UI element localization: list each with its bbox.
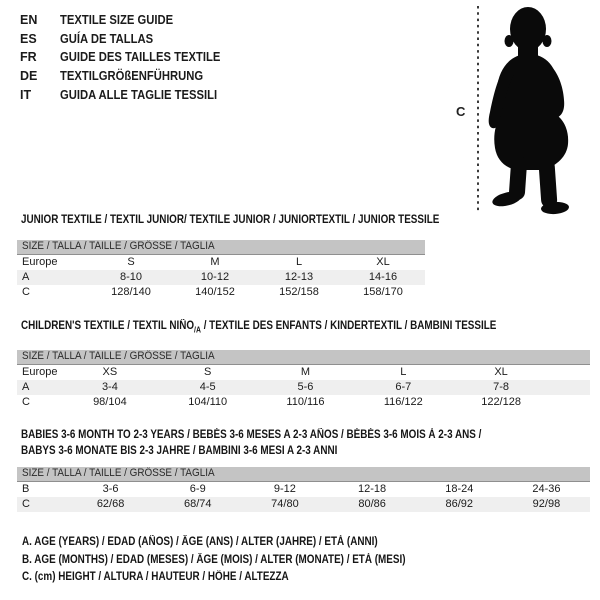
row-label: C xyxy=(22,396,30,409)
table-cell: 110/116 xyxy=(286,396,325,409)
language-label: TEXTILE SIZE GUIDE xyxy=(60,13,174,28)
language-code: IT xyxy=(20,87,32,102)
size-header-bar: SIZE / TALLA / TAILLE / GRÖSSE / TAGLIA xyxy=(17,350,590,365)
language-row xyxy=(20,11,238,30)
junior-table-title: JUNIOR TEXTILE / TEXTIL JUNIOR/ TEXTILE JUNIOR / JUNIORTEXTIL / JUNIOR TESSILE xyxy=(21,214,440,226)
table-cell: 62/68 xyxy=(96,498,125,510)
table-row xyxy=(17,255,425,270)
table-row xyxy=(17,380,590,395)
table-cell: 158/170 xyxy=(363,286,403,298)
table-cell: 86/92 xyxy=(445,498,474,510)
language-row xyxy=(20,48,238,67)
table-row xyxy=(17,285,425,300)
table-cell: 140/152 xyxy=(195,286,235,298)
language-code: EN xyxy=(20,13,38,28)
table-cell: 5-6 xyxy=(297,381,314,394)
language-code: ES xyxy=(20,31,37,46)
table-cell: 12-18 xyxy=(358,483,387,495)
table-cell: 128/140 xyxy=(111,286,151,298)
table-cell: 116/122 xyxy=(383,396,423,409)
table-row xyxy=(17,482,590,497)
language-list xyxy=(20,11,238,104)
junior-textile-table xyxy=(17,213,440,300)
table-cell: L xyxy=(295,256,303,268)
table-cell: 74/80 xyxy=(271,498,299,510)
language-code: FR xyxy=(20,50,37,65)
table-cell: 92/98 xyxy=(532,498,561,510)
table-cell: 3-4 xyxy=(101,381,118,394)
table-row xyxy=(17,270,425,285)
baby-silhouette-svg xyxy=(448,4,596,216)
table-cell: 98/104 xyxy=(93,396,127,409)
footnote-c: C. (cm) HEIGHT / ALTURA / HAUTEUR / HÖHE / ALTEZZA xyxy=(22,571,289,583)
table-cell: 4-5 xyxy=(199,381,216,394)
table-cell: 68/74 xyxy=(183,498,212,510)
table-cell: M xyxy=(300,366,311,379)
table-cell: 6-7 xyxy=(395,381,412,394)
row-label: A xyxy=(22,381,30,394)
table-cell: M xyxy=(210,256,220,268)
row-label: A xyxy=(22,271,30,283)
table-row xyxy=(17,497,590,512)
language-label: GUÍA DE TALLAS xyxy=(60,31,154,46)
size-header-bar: SIZE / TALLA / TAILLE / GRÖSSE / TAGLIA xyxy=(17,467,590,482)
table-cell: 18-24 xyxy=(445,483,474,495)
language-label: GUIDA ALLE TAGLIE TESSILI xyxy=(60,87,218,102)
row-label: C xyxy=(22,498,30,510)
height-label-c: C xyxy=(456,104,466,119)
language-row xyxy=(20,67,238,86)
babies-table-title-line1: BABIES 3-6 MONTH TO 2-3 YEARS / BEBÉS 3-6 MESES A 2-3 AÑOS / BÉBÉS 3-6 MOIS À 2-3 ANS / xyxy=(21,429,482,441)
children-textile-table xyxy=(17,319,590,410)
table-cell: 14-16 xyxy=(368,271,398,283)
table-cell: 80/86 xyxy=(358,498,386,510)
language-row xyxy=(20,85,238,104)
table-cell: 10-12 xyxy=(200,271,230,283)
table-cell: 12-13 xyxy=(284,271,314,283)
row-label: Europe xyxy=(22,366,58,379)
table-cell: 7-8 xyxy=(493,381,510,394)
table-cell: S xyxy=(204,366,212,379)
legend-footnotes xyxy=(22,534,468,587)
footnote-a: A. AGE (YEARS) / EDAD (AÑOS) / ÂGE (ANS) / ALTER (JAHRE) / ETÀ (ANNI) xyxy=(22,536,378,548)
baby-silhouette xyxy=(489,7,570,215)
language-code: DE xyxy=(20,69,38,84)
height-figure xyxy=(448,4,596,216)
table-cell: 152/158 xyxy=(279,286,319,298)
table-row xyxy=(17,395,590,410)
size-header-bar: SIZE / TALLA / TAILLE / GRÖSSE / TAGLIA xyxy=(17,240,425,255)
title-subscript: /A xyxy=(194,325,201,335)
table-cell: 6-9 xyxy=(189,483,206,495)
table-cell: XL xyxy=(494,366,508,379)
table-cell: 122/128 xyxy=(481,396,521,409)
language-label: GUIDE DES TAILLES TEXTILE xyxy=(60,50,221,65)
children-table-title: CHILDREN'S TEXTILE / TEXTIL $NIÑO_{/A}$ / TEXTILE DES ENFANTS / KINDERTEXTIL / BAMBINI TESSILE xyxy=(21,320,497,335)
table-cell: 24-36 xyxy=(532,483,561,495)
table-cell: XS xyxy=(102,366,118,379)
table-cell: 3-6 xyxy=(102,483,119,495)
row-label: C xyxy=(22,286,30,298)
row-label: Europe xyxy=(22,256,58,268)
table-cell: L xyxy=(400,366,407,379)
table-row xyxy=(17,365,590,380)
language-label: TEXTILGRÖßENFÜHRUNG xyxy=(60,69,204,84)
table-cell: S xyxy=(127,256,135,268)
row-label: B xyxy=(22,483,30,495)
table-cell: 8-10 xyxy=(119,271,143,283)
table-cell: 104/110 xyxy=(188,396,228,409)
babies-table-title-line2: BABYS 3-6 MONATE BIS 2-3 JAHRE / BAMBINI 3-6 MESI A 2-3 ANNI xyxy=(21,444,338,457)
babies-textile-table xyxy=(17,428,590,512)
table-cell: 9-12 xyxy=(273,483,296,495)
language-row xyxy=(20,30,238,49)
table-cell: XL xyxy=(376,256,390,268)
footnote-b: B. AGE (MONTHS) / EDAD (MESES) / ÂGE (MOIS) / ALTER (MONATE) / ETÀ (MESI) xyxy=(22,553,406,566)
